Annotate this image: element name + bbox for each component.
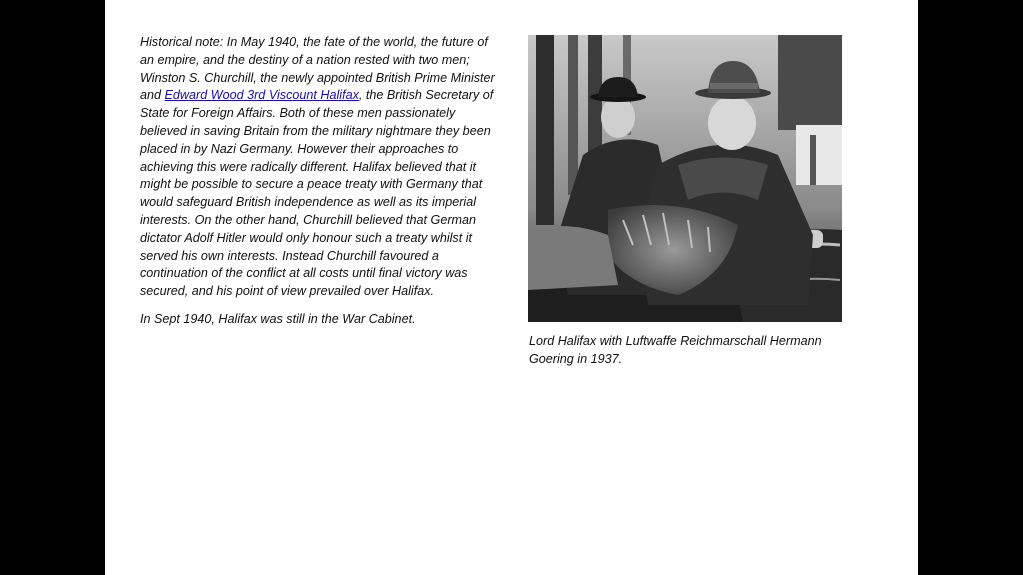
page (105, 0, 918, 575)
paragraph-1 (140, 34, 500, 301)
halifax-link[interactable]: Edward Wood 3rd Viscount Halifax (164, 88, 359, 103)
paragraph-1-end: , the British Secretary of State for Foreign Affairs. Both of these men passionately believed in saving Britain from the military nightmare they been placed in by Nazi Germany. However their approaches to achieving this were radically different. Halifax believed that it might be possible to secure a peace treaty with Germany that would safeguard British independence as well as its imperial interests. On the other hand, Churchill believed that German dictator Adolf Hitler would only honour such a treaty whilst it served his own interests. Instead Churchill favoured a continuation of the conflict at all costs until final victory was secured, and his point of view prevailed over Halifax. (140, 88, 494, 299)
historical-photo (528, 35, 842, 322)
paragraph-2: In Sept 1940, Halifax was still in the War Cabinet. (140, 311, 416, 326)
photo-caption: Lord Halifax with Luftwaffe Reichmarschall Hermann Goering in 1937. (529, 334, 822, 366)
paragraph-1-start: Historical note: In May 1940, the fate of the world, the future of an empire, and the destiny of a nation rested with two men; Winston S. Churchill, the newly appointed British Prime Minister and (140, 35, 495, 103)
article-text (140, 34, 500, 339)
